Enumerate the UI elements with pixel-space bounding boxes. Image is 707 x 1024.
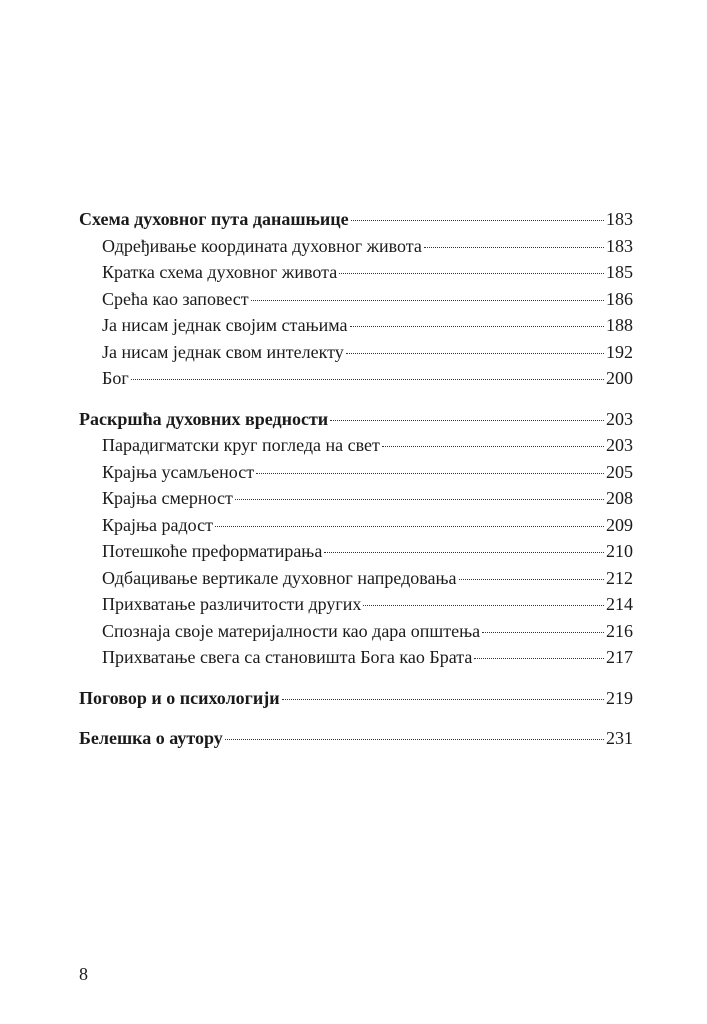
toc-entry-title: Бог: [102, 368, 129, 388]
toc-section-page: 183: [606, 209, 633, 229]
dot-leader: [339, 273, 604, 274]
toc-entry[interactable]: [79, 459, 633, 486]
toc-entry-title: Прихватање свега са становишта Бога као Брата: [102, 647, 473, 667]
section-gap: [79, 711, 633, 725]
toc-entry[interactable]: [79, 644, 633, 671]
toc-entry-title: Одбацивање вертикале духовног напредовања: [102, 567, 457, 588]
toc-entry-page: 186: [606, 288, 633, 309]
toc-section[interactable]: [79, 685, 633, 712]
dot-leader: [225, 739, 604, 740]
dot-leader: [482, 632, 604, 633]
toc-entry[interactable]: [79, 565, 633, 592]
toc-section-page: 231: [606, 728, 633, 748]
toc-entry[interactable]: [79, 591, 633, 618]
dot-leader: [351, 220, 604, 221]
toc-section[interactable]: [79, 725, 633, 752]
table-of-contents: [79, 206, 633, 752]
toc-entry-page: 212: [606, 567, 633, 588]
dot-leader: [474, 658, 604, 659]
dot-leader: [324, 552, 604, 553]
toc-entry-page: 205: [606, 461, 633, 482]
toc-entry[interactable]: [79, 286, 633, 313]
toc-entry-page: 209: [606, 514, 633, 535]
toc-entry[interactable]: [79, 432, 633, 459]
toc-section-title: Схема духовног пута данашњице: [79, 209, 349, 229]
dot-leader: [363, 605, 604, 606]
toc-entry-title: Кратка схема духовног живота: [102, 262, 338, 282]
section-gap: [79, 392, 633, 406]
toc-entry[interactable]: [79, 339, 633, 366]
toc-entry[interactable]: [79, 538, 633, 565]
dot-leader: [131, 379, 604, 380]
dot-leader: [330, 420, 604, 421]
toc-section[interactable]: [79, 406, 633, 433]
toc-section-title: Белешка о аутору: [79, 728, 223, 748]
toc-entry[interactable]: [79, 512, 633, 539]
toc-entry-page: 217: [606, 647, 633, 667]
toc-entry-page: 188: [606, 315, 633, 335]
toc-entry-page: 210: [606, 541, 633, 561]
toc-entry[interactable]: [79, 312, 633, 339]
toc-entry-title: Парадигматски круг погледа на свет: [102, 435, 380, 455]
page-number: 8: [79, 964, 88, 984]
dot-leader: [215, 526, 604, 527]
toc-entry[interactable]: [79, 259, 633, 286]
toc-entry-page: 200: [606, 368, 633, 388]
toc-entry-page: 203: [606, 435, 633, 455]
toc-entry[interactable]: [79, 485, 633, 512]
dot-leader: [459, 579, 605, 580]
toc-entry-title: Потешкоће преформатирања: [102, 541, 323, 561]
dot-leader: [251, 300, 604, 301]
toc-entry-page: 214: [606, 594, 633, 614]
toc-entry-title: Срећа као заповест: [102, 288, 249, 309]
dot-leader: [382, 446, 604, 447]
toc-entry-title: Ја нисам једнак свом интелекту: [102, 341, 344, 362]
toc-entry-page: 185: [606, 262, 633, 282]
dot-leader: [256, 473, 604, 474]
toc-entry-title: Крајња смерност: [102, 488, 233, 508]
toc-section-title: Раскршћа духовних вредности: [79, 408, 329, 429]
toc-section-page: 219: [606, 687, 633, 708]
dot-leader: [424, 247, 604, 248]
toc-entry-title: Крајња усамљеност: [102, 461, 255, 482]
dot-leader: [235, 499, 604, 500]
toc-entry[interactable]: [79, 365, 633, 392]
toc-section-title: Поговор и о психологији: [79, 687, 280, 708]
toc-section[interactable]: [79, 206, 633, 233]
toc-entry-title: Одређивање координата духовног живота: [102, 235, 422, 256]
toc-entry-title: Прихватање различитости других: [102, 594, 362, 614]
toc-entry-page: 216: [606, 620, 633, 641]
toc-entry-title: Крајња радост: [102, 514, 213, 535]
toc-section-page: 203: [606, 408, 633, 429]
toc-entry-page: 208: [606, 488, 633, 508]
dot-leader: [350, 326, 605, 327]
section-gap: [79, 671, 633, 685]
toc-entry[interactable]: [79, 233, 633, 260]
toc-entry-page: 183: [606, 235, 633, 256]
dot-leader: [282, 699, 604, 700]
toc-entry-title: Ја нисам једнак својим стањима: [102, 315, 348, 335]
dot-leader: [346, 353, 604, 354]
toc-entry-page: 192: [606, 341, 633, 362]
toc-entry[interactable]: [79, 618, 633, 645]
toc-entry-title: Спознаја своје материјалности као дара општења: [102, 620, 481, 641]
